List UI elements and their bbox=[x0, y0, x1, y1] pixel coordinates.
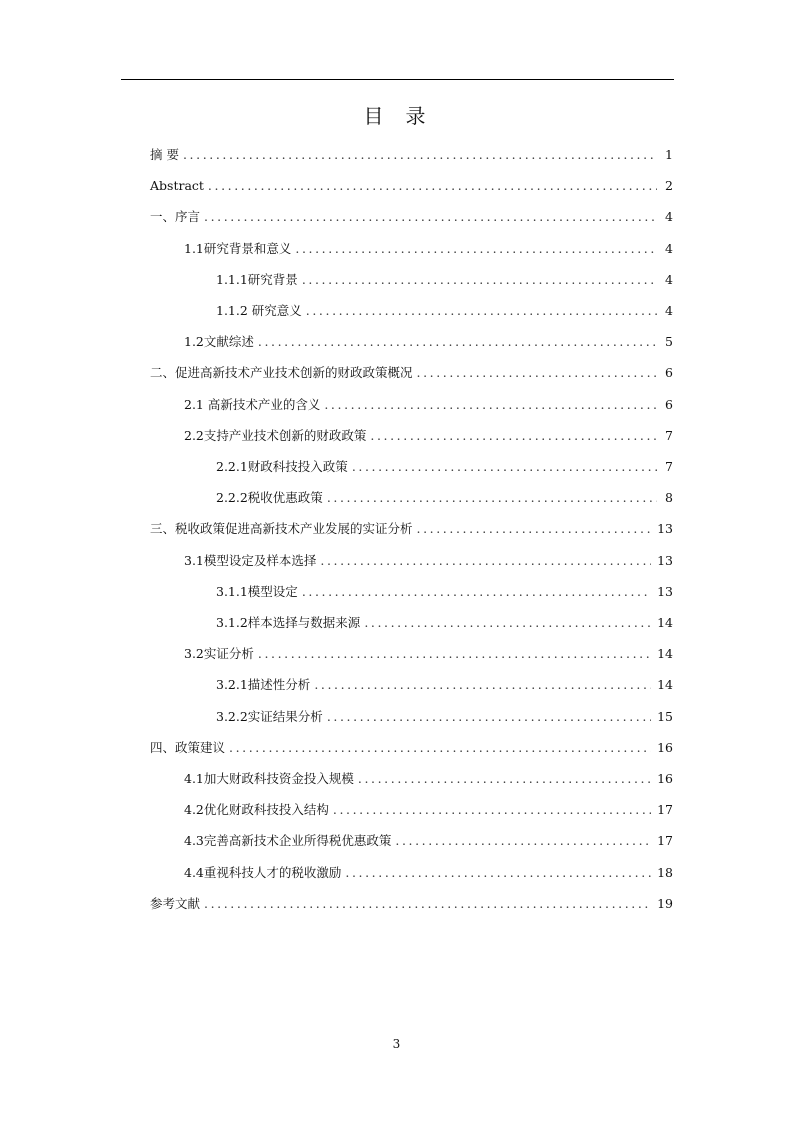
toc-leader-dots bbox=[320, 551, 651, 571]
toc-entry[interactable] bbox=[184, 395, 673, 415]
toc-entry[interactable] bbox=[184, 769, 673, 789]
toc-entry-label: 四、政策建议 bbox=[150, 739, 226, 755]
toc-entry[interactable] bbox=[150, 363, 673, 383]
toc-entry[interactable] bbox=[216, 582, 673, 602]
toc-entry-label: 3.1模型设定及样本选择 bbox=[184, 552, 317, 568]
toc-leader-dots bbox=[258, 644, 651, 664]
toc-entry-page: 8 bbox=[665, 490, 673, 506]
toc-entry-page: 6 bbox=[665, 396, 673, 412]
toc-entry[interactable] bbox=[216, 613, 673, 633]
page-title bbox=[0, 101, 793, 131]
toc-entry-label: 4.1加大财政科技资金投入规模 bbox=[184, 771, 354, 786]
toc-entry[interactable] bbox=[216, 270, 673, 290]
toc-leader-dots bbox=[370, 426, 657, 446]
toc-entry[interactable] bbox=[184, 644, 673, 664]
toc-leader-dots bbox=[229, 738, 651, 758]
toc-entry[interactable] bbox=[184, 551, 673, 571]
toc-entry-page: 19 bbox=[657, 895, 673, 911]
toc-leader-dots bbox=[345, 863, 651, 883]
toc-entry[interactable] bbox=[150, 145, 673, 165]
toc-entry-page: 14 bbox=[657, 615, 673, 630]
page-title-char-1: 目 bbox=[363, 104, 388, 128]
toc-entry-page: 5 bbox=[665, 334, 673, 350]
toc-entry-label: 3.2.2实证结果分析 bbox=[216, 708, 323, 724]
toc-entry-label: 2.2.2税收优惠政策 bbox=[216, 490, 323, 506]
toc-leader-dots bbox=[302, 582, 651, 602]
toc-entry-page: 13 bbox=[657, 583, 673, 599]
toc-entry-page: 7 bbox=[665, 459, 673, 474]
toc-entry-label: 3.2.1描述性分析 bbox=[216, 677, 311, 693]
toc-entry-label: 三、税收政策促进高新技术产业发展的实证分析 bbox=[150, 521, 413, 537]
toc-entry-page: 4 bbox=[665, 240, 673, 256]
toc-entry-label: 4.4重视科技人才的税收激励 bbox=[184, 864, 342, 880]
toc-entry-page: 6 bbox=[665, 365, 673, 381]
toc-entry-label: 1.1.2 研究意义 bbox=[216, 303, 302, 318]
toc-leader-dots bbox=[358, 769, 651, 789]
toc-entry-label: 3.2实证分析 bbox=[184, 646, 254, 662]
toc-leader-dots bbox=[417, 363, 657, 383]
toc-entry-label: 2.2支持产业技术创新的财政政策 bbox=[184, 427, 367, 443]
toc-entry-page: 17 bbox=[657, 802, 673, 818]
toc-entry-page: 13 bbox=[657, 521, 673, 537]
toc-entry[interactable] bbox=[184, 800, 673, 820]
toc-entry-label: 2.1 高新技术产业的含义 bbox=[184, 396, 321, 412]
toc-entry-label: 二、促进高新技术产业技术创新的财政政策概况 bbox=[150, 365, 413, 381]
toc-leader-dots bbox=[306, 301, 657, 321]
toc-entry[interactable] bbox=[184, 831, 673, 851]
toc-entry-page: 16 bbox=[657, 739, 673, 755]
toc-entry-label: 3.1.2样本选择与数据来源 bbox=[216, 615, 361, 630]
toc-entry-page: 4 bbox=[665, 271, 673, 287]
toc-entry[interactable] bbox=[150, 738, 673, 758]
header-rule bbox=[121, 79, 674, 80]
toc-leader-dots bbox=[295, 239, 657, 259]
toc-entry-page: 18 bbox=[657, 864, 673, 880]
toc-entry-page: 17 bbox=[657, 833, 673, 849]
toc-entry-label: 1.1研究背景和意义 bbox=[184, 240, 292, 256]
toc-entry[interactable] bbox=[216, 301, 673, 321]
toc-entry-page: 4 bbox=[665, 209, 673, 225]
toc-entry[interactable] bbox=[216, 707, 673, 727]
toc-leader-dots bbox=[395, 831, 651, 851]
toc-leader-dots bbox=[258, 332, 657, 352]
toc-entry-page: 1 bbox=[665, 147, 673, 162]
toc-entry-page: 4 bbox=[665, 303, 673, 318]
toc-leader-dots bbox=[204, 207, 657, 227]
toc-entry-label: 4.2优化财政科技投入结构 bbox=[184, 802, 329, 818]
toc-entry[interactable] bbox=[150, 519, 673, 539]
toc-entry-label: 2.2.1财政科技投入政策 bbox=[216, 459, 348, 474]
toc-entry[interactable] bbox=[184, 332, 673, 352]
toc-entry[interactable] bbox=[150, 894, 673, 914]
toc-entry-label: 1.1.1研究背景 bbox=[216, 271, 298, 287]
toc-entry-label: 参考文献 bbox=[150, 895, 201, 911]
toc-leader-dots bbox=[333, 800, 651, 820]
toc-entry-label: 摘 要 bbox=[150, 147, 179, 162]
toc-entry[interactable] bbox=[184, 426, 673, 446]
toc-leader-dots bbox=[204, 894, 651, 914]
toc-entry-page: 2 bbox=[665, 178, 673, 194]
page-title-char-2: 录 bbox=[405, 104, 430, 128]
toc-entry[interactable] bbox=[216, 675, 673, 695]
toc-entry[interactable] bbox=[184, 239, 673, 259]
toc-leader-dots bbox=[327, 488, 657, 508]
toc-entry-page: 16 bbox=[657, 771, 673, 786]
toc-entry-page: 13 bbox=[657, 552, 673, 568]
toc-leader-dots bbox=[208, 176, 657, 196]
toc-leader-dots bbox=[183, 145, 657, 165]
toc-entry[interactable] bbox=[150, 176, 673, 196]
toc-entry-label: 一、序言 bbox=[150, 209, 201, 225]
toc-entry[interactable] bbox=[216, 457, 673, 477]
toc-leader-dots bbox=[352, 457, 657, 477]
toc-entry[interactable] bbox=[184, 863, 673, 883]
toc-entry-page: 15 bbox=[657, 708, 673, 724]
toc-leader-dots bbox=[314, 675, 651, 695]
toc-entry[interactable] bbox=[216, 488, 673, 508]
toc-leader-dots bbox=[364, 613, 651, 633]
toc-entry-label: 3.1.1模型设定 bbox=[216, 583, 298, 599]
toc-leader-dots bbox=[417, 519, 652, 539]
toc-entry-label: Abstract bbox=[150, 178, 204, 194]
toc-entry-page: 14 bbox=[657, 646, 673, 662]
toc-leader-dots bbox=[327, 707, 651, 727]
toc-entry-page: 7 bbox=[665, 427, 673, 443]
toc-leader-dots bbox=[324, 395, 657, 415]
toc-entry-label: 4.3完善高新技术企业所得税优惠政策 bbox=[184, 833, 392, 849]
footer-page-number: 3 bbox=[392, 1037, 401, 1051]
toc-entry-page: 14 bbox=[657, 677, 673, 693]
toc-entry[interactable] bbox=[150, 207, 673, 227]
toc-leader-dots bbox=[302, 270, 657, 290]
toc-entry-label: 1.2文献综述 bbox=[184, 334, 254, 350]
